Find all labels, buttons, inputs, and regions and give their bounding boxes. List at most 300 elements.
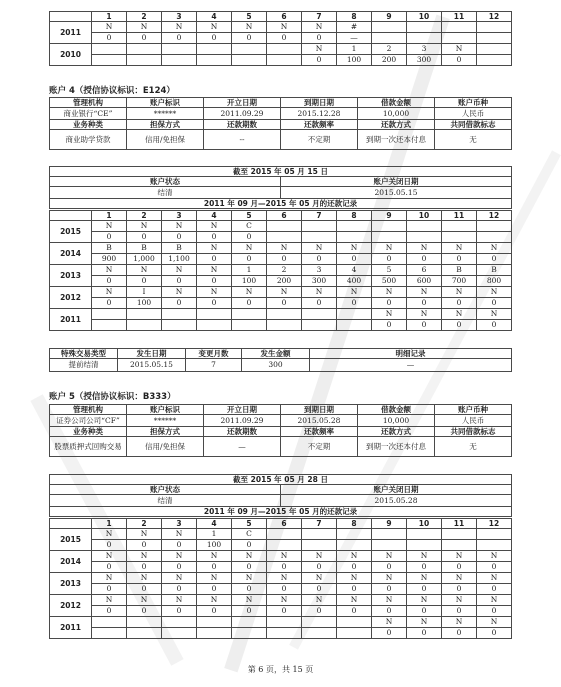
account5-h1-cell: 借款金额 [358,405,435,415]
account4-v1-cell: ****** [127,108,204,120]
status-cell: N [407,309,442,320]
status-cell: 1 [232,265,267,276]
amount-cell: 0 [127,562,162,573]
status-cell: B [162,243,197,254]
status-cell: N [302,287,337,298]
status-cell [337,221,372,232]
account5-h2-cell: 还款期数 [204,427,281,437]
status-cell [92,617,127,628]
amount-cell: 200 [372,55,407,66]
amount-cell: 0 [197,606,232,617]
account5-v2-cell: 股票质押式回购交易 [50,437,127,457]
amount-cell: 100 [232,276,267,287]
status-cell: N [267,573,302,584]
status-cell [127,617,162,628]
account4-h1-cell: 管理机构 [50,98,127,108]
status-cell [267,309,302,320]
status-cell: N [302,595,337,606]
status-cell: N [337,573,372,584]
status-cell: 6 [407,265,442,276]
amount-cell [197,55,232,66]
status-cell [267,617,302,628]
status-cell: N [372,309,407,320]
status-cell: N [197,551,232,562]
amount-cell [372,33,407,44]
special-header: 发生日期 [118,349,186,359]
amount-cell: 0 [372,606,407,617]
account5-h2-cell: 还款方式 [358,427,435,437]
status-cell: N [372,573,407,584]
amount-cell [232,55,267,66]
account5-heading: 账户 5（授信协议标识：B333） [49,392,176,402]
amount-cell [337,320,372,331]
amount-cell: 200 [267,276,302,287]
status-cell: N [92,529,127,540]
status-cell: N [127,573,162,584]
year-label: 2012 [50,287,92,309]
status-cell: N [442,309,477,320]
page-footer: 第 6 页，共 15 页 [247,665,314,674]
amount-cell: 100 [127,298,162,309]
account5-h1-cell: 账户币种 [435,405,512,415]
account5-status-value: 2015.05.28 [281,495,512,507]
status-cell [302,221,337,232]
special-value: 7 [186,359,242,372]
status-cell: N [197,573,232,584]
amount-cell: 0 [232,298,267,309]
status-cell [407,529,442,540]
amount-cell: 100 [337,55,372,66]
amount-cell [162,55,197,66]
status-cell: N [92,265,127,276]
status-cell: 1 [197,529,232,540]
status-cell [232,44,267,55]
amount-cell [267,55,302,66]
account4-h2-cell: 还款期数 [204,120,281,130]
status-cell [162,44,197,55]
year-label: 2015 [50,529,92,551]
amount-cell [267,320,302,331]
account4-h1-cell: 借款金额 [358,98,435,108]
amount-cell: 0 [197,298,232,309]
amount-cell: 0 [162,276,197,287]
account4-as-of: 截至 2015 年 05 月 15 日 [50,167,512,177]
status-cell [372,22,407,33]
amount-cell: 0 [92,276,127,287]
amount-cell: 700 [442,276,477,287]
status-cell: 1 [337,44,372,55]
month-header: 9 [372,211,407,221]
status-cell: N [267,22,302,33]
amount-cell: 0 [407,320,442,331]
account5-v1-cell: 10,000 [358,415,435,427]
amount-cell [407,540,442,551]
month-header: 9 [372,519,407,529]
year-header-blank [50,12,92,22]
account4-v1-cell: 人民币 [435,108,512,120]
amount-cell: 0 [197,562,232,573]
amount-cell: 0 [477,606,512,617]
account4-h1-cell: 账户标识 [127,98,204,108]
amount-cell: 0 [442,606,477,617]
status-cell [267,221,302,232]
status-cell: N [162,287,197,298]
account5-h1-cell: 到期日期 [281,405,358,415]
status-cell: N [162,221,197,232]
month-header: 3 [162,211,197,221]
account5-h2-cell: 担保方式 [127,427,204,437]
month-header: 3 [162,519,197,529]
account4-h2-cell: 还款方式 [358,120,435,130]
amount-cell [477,55,512,66]
special-value: 300 [242,359,310,372]
status-cell [302,617,337,628]
status-cell: N [407,573,442,584]
status-cell: N [337,287,372,298]
status-cell: N [407,287,442,298]
account5-v2-cell: 信用/免担保 [127,437,204,457]
special-value: 2015.05.15 [118,359,186,372]
status-cell: N [407,243,442,254]
account5-status-value: 结清 [50,495,281,507]
amount-cell: 0 [302,254,337,265]
amount-cell [162,320,197,331]
amount-cell: 0 [442,562,477,573]
status-cell: N [302,243,337,254]
special-header: 变更月数 [186,349,242,359]
month-header: 6 [267,519,302,529]
amount-cell: 0 [442,55,477,66]
amount-cell: 100 [197,540,232,551]
account5-h2-cell: 业务种类 [50,427,127,437]
amount-cell [477,232,512,243]
status-cell: N [127,22,162,33]
account4-v2-cell: 信用/免担保 [127,130,204,150]
amount-cell: 900 [92,254,127,265]
account4-record-title: 2011 年 09 月—2015 年 05 月的还款记录 [50,199,512,209]
account5-v1-cell: 证券公司公司“CF” [50,415,127,427]
account5-info-table [49,404,512,457]
amount-cell: 800 [477,276,512,287]
month-header: 10 [407,12,442,22]
status-cell: N [442,287,477,298]
amount-cell: 0 [232,254,267,265]
account4-v1-cell: 10,000 [358,108,435,120]
amount-cell: 0 [372,628,407,639]
status-cell [337,529,372,540]
status-cell [477,44,512,55]
amount-cell: 0 [127,606,162,617]
amount-cell: 0 [232,606,267,617]
status-cell: N [267,243,302,254]
amount-cell: 0 [127,33,162,44]
status-cell: N [372,287,407,298]
amount-cell: 500 [372,276,407,287]
account4-status-value: 2015.05.15 [281,187,512,199]
amount-cell: 0 [442,254,477,265]
status-cell: N [127,221,162,232]
amount-cell: 0 [302,55,337,66]
status-cell: N [92,221,127,232]
amount-cell: 0 [232,584,267,595]
amount-cell: 0 [197,33,232,44]
status-cell [477,221,512,232]
amount-cell: 0 [372,254,407,265]
amount-cell: 0 [407,254,442,265]
month-header: 7 [302,12,337,22]
month-header: 8 [337,519,372,529]
status-cell: N [407,595,442,606]
amount-cell: 300 [302,276,337,287]
month-header: 5 [232,519,267,529]
amount-cell [442,33,477,44]
account5-h1-cell: 管理机构 [50,405,127,415]
status-cell: N [302,551,337,562]
status-cell: N [477,551,512,562]
month-header: 2 [127,211,162,221]
amount-cell: 0 [337,254,372,265]
status-cell: N [407,617,442,628]
status-cell: N [92,551,127,562]
amount-cell: 0 [162,540,197,551]
status-cell: N [407,551,442,562]
amount-cell: 0 [127,584,162,595]
status-cell: N [337,243,372,254]
month-header: 2 [127,12,162,22]
month-header: 5 [232,211,267,221]
amount-cell: 0 [442,298,477,309]
status-cell: N [477,287,512,298]
month-header: 6 [267,211,302,221]
amount-cell [337,628,372,639]
amount-cell [477,33,512,44]
status-cell: N [197,22,232,33]
status-cell [407,22,442,33]
month-header: 1 [92,211,127,221]
year-label: 2014 [50,551,92,573]
amount-cell: 0 [127,540,162,551]
amount-cell: 0 [162,584,197,595]
amount-cell: 0 [232,540,267,551]
amount-cell: 0 [302,584,337,595]
amount-cell: 0 [442,628,477,639]
special-value: — [310,359,512,372]
amount-cell [372,540,407,551]
amount-cell: 0 [477,298,512,309]
status-cell [302,529,337,540]
amount-cell [302,540,337,551]
amount-cell: 0 [407,628,442,639]
amount-cell [197,628,232,639]
status-cell: N [162,22,197,33]
amount-cell: 0 [372,298,407,309]
status-cell [442,221,477,232]
account5-v1-cell: 2011.09.29 [204,415,281,427]
account5-v2-cell: 无 [435,437,512,457]
status-cell: B [92,243,127,254]
status-cell [337,617,372,628]
status-cell: N [197,595,232,606]
status-cell [267,529,302,540]
amount-cell: 0 [372,584,407,595]
year-header-blank [50,211,92,221]
status-cell: N [372,617,407,628]
amount-cell [162,628,197,639]
account4-h1-cell: 账户币种 [435,98,512,108]
year-label: 2011 [50,617,92,639]
status-cell: # [337,22,372,33]
amount-cell: 0 [127,276,162,287]
amount-cell: 0 [407,562,442,573]
amount-cell [267,628,302,639]
status-cell: N [442,595,477,606]
status-cell: N [302,573,337,584]
status-cell: N [477,617,512,628]
status-cell: B [442,265,477,276]
status-cell: N [267,287,302,298]
month-header: 12 [477,211,512,221]
status-cell: N [372,595,407,606]
status-cell [267,44,302,55]
status-cell: N [477,309,512,320]
month-header: 8 [337,211,372,221]
amount-cell: 0 [232,232,267,243]
account4-status-table [49,166,512,209]
amount-cell [337,232,372,243]
amount-cell: 0 [267,33,302,44]
year-label: 2011 [50,22,92,44]
status-cell [337,309,372,320]
status-cell: N [92,22,127,33]
account4-v2-cell: 不定期 [281,130,358,150]
account4-repayment-table [49,210,512,331]
status-cell: N [442,617,477,628]
status-cell: N [477,573,512,584]
status-cell: N [127,551,162,562]
amount-cell: 0 [92,584,127,595]
account4-h2-cell: 共同借款标志 [435,120,512,130]
status-cell: N [197,287,232,298]
status-cell: B [127,243,162,254]
amount-cell [302,232,337,243]
amount-cell: 0 [477,320,512,331]
status-cell [92,44,127,55]
amount-cell [92,55,127,66]
account4-v1-cell: 商业银行“CE” [50,108,127,120]
status-cell: N [162,265,197,276]
month-header: 10 [407,519,442,529]
special-header: 特殊交易类型 [50,349,118,359]
amount-cell: 0 [162,232,197,243]
status-cell: N [267,551,302,562]
account5-v1-cell: ****** [127,415,204,427]
amount-cell: 0 [372,320,407,331]
account4-v2-cell: 到期一次还本付息 [358,130,435,150]
month-header: 2 [127,519,162,529]
status-cell: N [197,221,232,232]
month-header: 1 [92,12,127,22]
amount-cell [92,320,127,331]
account5-h2-cell: 共同借款标志 [435,427,512,437]
amount-cell [302,628,337,639]
account4-v1-cell: 2015.12.28 [281,108,358,120]
status-cell [162,617,197,628]
status-cell: 2 [372,44,407,55]
amount-cell: 0 [92,298,127,309]
status-cell: 4 [337,265,372,276]
account4-special-table [49,348,512,372]
status-cell: N [162,573,197,584]
amount-cell: 0 [337,562,372,573]
month-header: 7 [302,519,337,529]
status-cell: N [442,44,477,55]
status-cell: N [232,595,267,606]
status-cell [127,44,162,55]
amount-cell: 0 [197,254,232,265]
amount-cell: 0 [477,628,512,639]
amount-cell [127,55,162,66]
status-cell [127,309,162,320]
amount-cell: 0 [302,33,337,44]
month-header: 11 [442,12,477,22]
status-cell: N [127,529,162,540]
status-cell: N [232,551,267,562]
status-cell: N [302,22,337,33]
account4-h2-cell: 业务种类 [50,120,127,130]
status-cell [302,309,337,320]
year-label: 2013 [50,265,92,287]
amount-cell: 0 [197,276,232,287]
amount-cell: 0 [407,584,442,595]
amount-cell: 400 [337,276,372,287]
amount-cell [442,540,477,551]
status-cell: N [162,595,197,606]
account5-repayment-table [49,518,512,639]
account5-v2-cell: 到期一次还本付息 [358,437,435,457]
amount-cell [407,33,442,44]
status-cell: N [92,287,127,298]
amount-cell [372,232,407,243]
month-header: 8 [337,12,372,22]
account4-info-table [49,97,512,150]
status-cell [372,221,407,232]
amount-cell: 0 [442,584,477,595]
amount-cell: 600 [407,276,442,287]
amount-cell [232,628,267,639]
status-cell [197,309,232,320]
account4-h1-cell: 到期日期 [281,98,358,108]
year-label: 2013 [50,573,92,595]
special-header: 明细记录 [310,349,512,359]
year-label: 2012 [50,595,92,617]
status-cell: N [337,551,372,562]
account5-v2-cell: 不定期 [281,437,358,457]
account5-record-title: 2011 年 09 月—2015 年 05 月的还款记录 [50,507,512,517]
month-header: 7 [302,211,337,221]
status-cell: N [92,573,127,584]
status-cell [442,22,477,33]
status-cell: N [477,595,512,606]
amount-cell: 0 [477,254,512,265]
status-cell: N [337,595,372,606]
status-cell: N [302,44,337,55]
special-value: 提前结清 [50,359,118,372]
status-cell [477,529,512,540]
amount-cell: 0 [337,584,372,595]
status-cell: N [267,595,302,606]
month-header: 6 [267,12,302,22]
status-cell: N [162,529,197,540]
